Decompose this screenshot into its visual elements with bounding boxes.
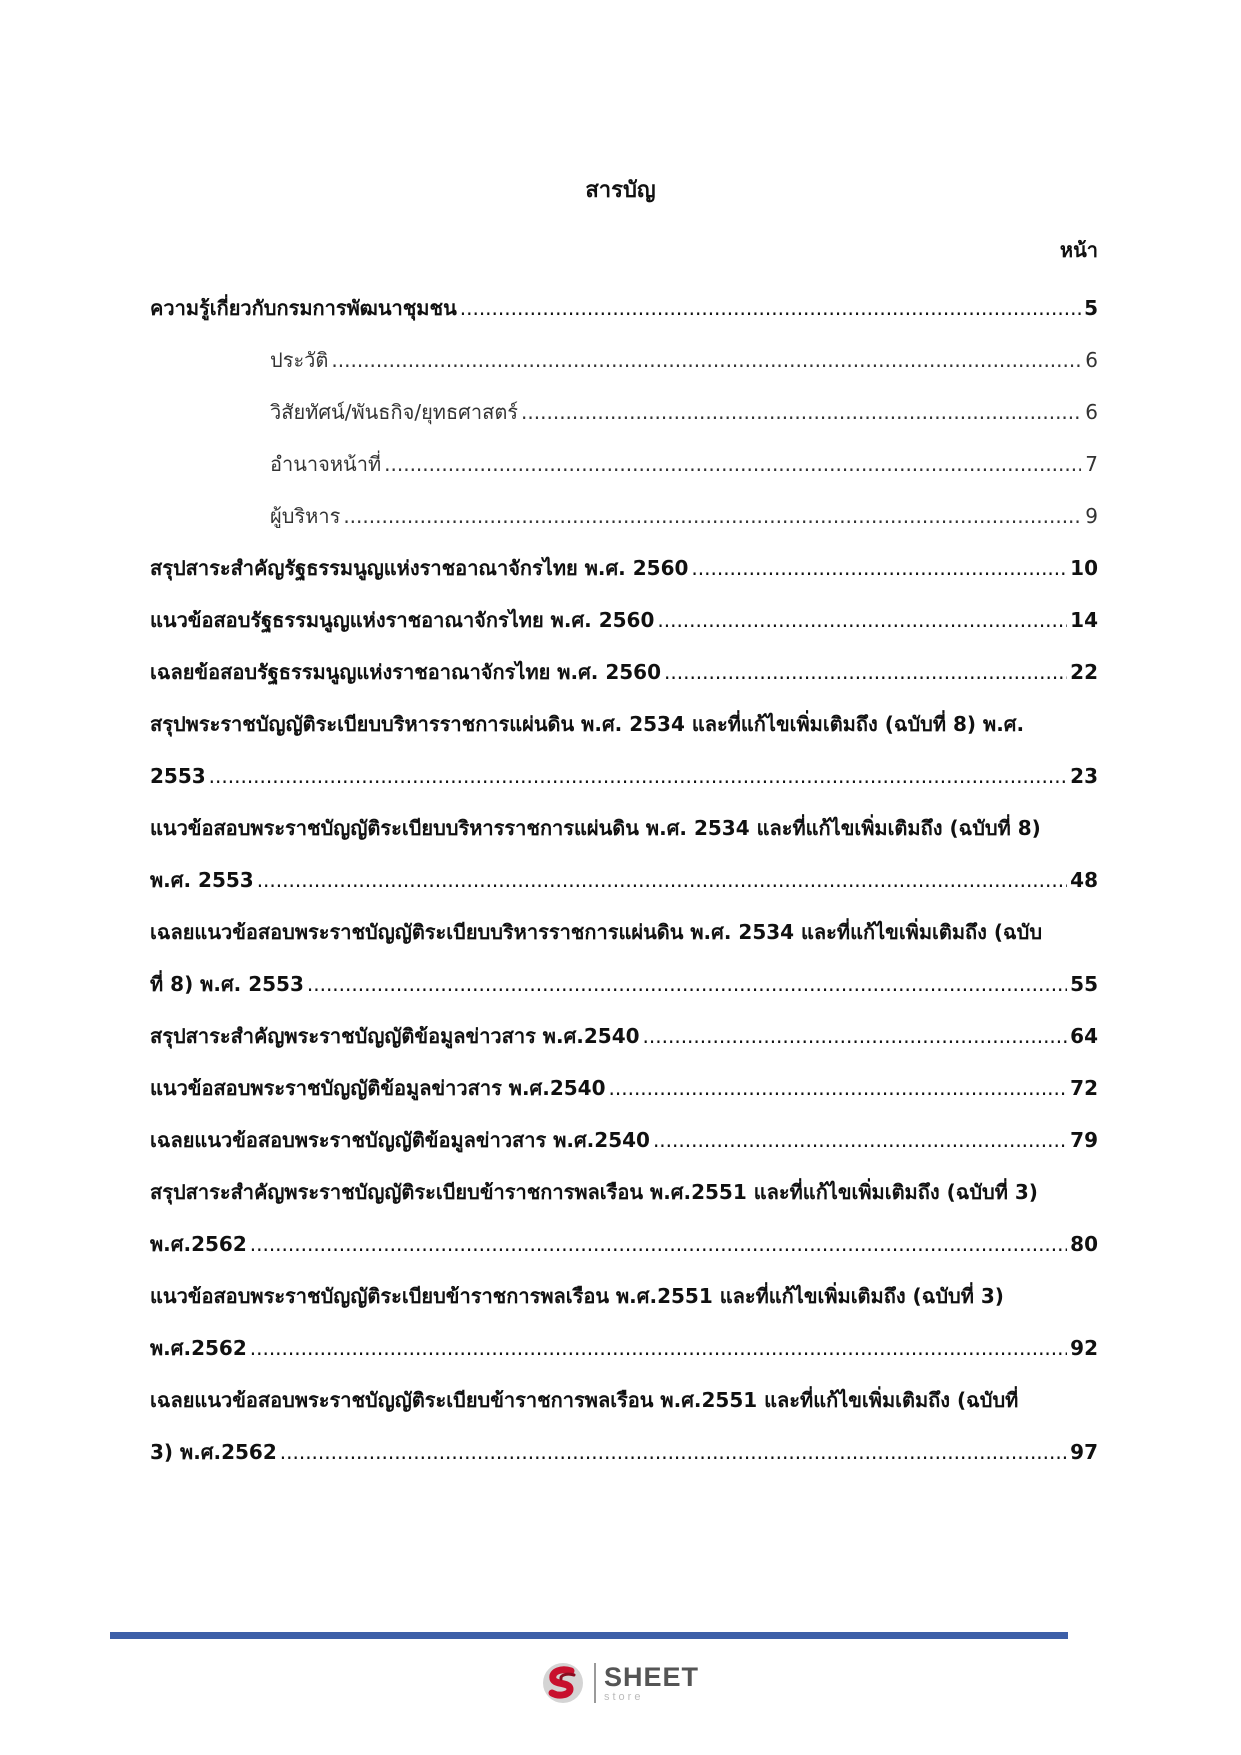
toc-page-number: 10 (1070, 556, 1098, 580)
logo-separator (594, 1663, 596, 1703)
toc-entry-title: เฉลยแนวข้อสอบพระราชบัญญัติข้อมูลข่าวสาร พ.ศ.2540 (150, 1128, 650, 1152)
toc-page-number: 6 (1085, 348, 1098, 372)
toc-subentry[interactable] (150, 386, 1098, 438)
toc-entry-title: ที่ 8) พ.ศ. 2553 (150, 972, 304, 996)
toc-entry-title: สรุปพระราชบัญญัติระเบียบบริหารราชการแผ่นดิน พ.ศ. 2534 และที่แก้ไขเพิ่มเติมถึง (ฉบับที่ 8) พ.ศ. (150, 712, 1025, 736)
toc-entry-line (150, 802, 1098, 854)
logo-subword: store (604, 1690, 644, 1703)
toc-entry[interactable] (150, 1374, 1098, 1478)
toc-entry[interactable] (150, 646, 1098, 698)
page-column-label: หน้า (1059, 238, 1098, 262)
footer-logo (540, 1658, 699, 1708)
toc-page-number: 48 (1070, 868, 1098, 892)
toc-entry-line (150, 906, 1098, 958)
toc-page-number: 9 (1085, 504, 1098, 528)
toc-page-number: 79 (1070, 1128, 1098, 1152)
toc-entry-title: เฉลยข้อสอบรัฐธรรมนูญแห่งราชอาณาจักรไทย พ.ศ. 2560 (150, 660, 662, 684)
toc-entry-line (150, 1218, 1098, 1270)
dot-leader (343, 490, 1081, 542)
toc-entry-line (150, 282, 1098, 334)
toc-entry-title: ความรู้เกี่ยวกับกรมการพัฒนาชุมชน (150, 296, 457, 320)
toc-entry[interactable] (150, 282, 1098, 334)
toc-page-number: 7 (1085, 452, 1098, 476)
toc-subentry[interactable] (150, 438, 1098, 490)
toc-entry-line (150, 854, 1098, 906)
dot-leader (307, 958, 1067, 1010)
toc-entry-line (150, 542, 1098, 594)
toc-entry-line (150, 334, 1098, 386)
toc-page-number: 72 (1070, 1076, 1098, 1100)
toc-title: สารบัญ (585, 178, 656, 203)
dot-leader (384, 438, 1081, 490)
toc-entry-title: แนวข้อสอบพระราชบัญญัติระเบียบบริหารราชการแผ่นดิน พ.ศ. 2534 และที่แก้ไขเพิ่มเติมถึง (ฉบับที่ 8) (150, 816, 1041, 840)
toc-entry-title: พ.ศ.2562 (150, 1232, 247, 1256)
toc-page-number: 64 (1070, 1024, 1098, 1048)
toc-subentry[interactable] (150, 490, 1098, 542)
toc-entry-line (150, 438, 1098, 490)
toc-entry[interactable] (150, 594, 1098, 646)
toc-entry-title: สรุปสาระสำคัญพระราชบัญญัติข้อมูลข่าวสาร พ.ศ.2540 (150, 1024, 640, 1048)
toc-entry-line (150, 1270, 1098, 1322)
toc-entry[interactable] (150, 1166, 1098, 1270)
dot-leader (460, 282, 1081, 334)
toc-entry-line (150, 490, 1098, 542)
toc-entry[interactable] (150, 906, 1098, 1010)
toc-entry-title: สรุปสาระสำคัญรัฐธรรมนูญแห่งราชอาณาจักรไทย พ.ศ. 2560 (150, 556, 689, 580)
logo-wordmark: SHEET (604, 1661, 700, 1692)
dot-leader (280, 1426, 1067, 1478)
toc-entry[interactable] (150, 1010, 1098, 1062)
toc-page-number: 92 (1070, 1336, 1098, 1360)
footer-rule (110, 1632, 1068, 1639)
toc-entry-title: เฉลยแนวข้อสอบพระราชบัญญัติระเบียบบริหารราชการแผ่นดิน พ.ศ. 2534 และที่แก้ไขเพิ่มเติมถึง (ฉบับ (150, 920, 1043, 944)
toc-entry-title: เฉลยแนวข้อสอบพระราชบัญญัติระเบียบข้าราชการพลเรือน พ.ศ.2551 และที่แก้ไขเพิ่มเติมถึง (ฉบับที่ (150, 1388, 1019, 1412)
toc-entry-title: พ.ศ.2562 (150, 1336, 247, 1360)
toc-page-number: 6 (1085, 400, 1098, 424)
toc-page-number: 80 (1070, 1232, 1098, 1256)
toc-page-number: 5 (1084, 296, 1098, 320)
toc-entry-line (150, 1114, 1098, 1166)
toc-entry[interactable] (150, 542, 1098, 594)
toc-entry-title: แนวข้อสอบพระราชบัญญัติข้อมูลข่าวสาร พ.ศ.2540 (150, 1076, 606, 1100)
toc-entry[interactable] (150, 802, 1098, 906)
dot-leader (664, 646, 1067, 698)
toc-entry-line (150, 698, 1098, 750)
dot-leader (331, 334, 1081, 386)
toc-entry-line (150, 1166, 1098, 1218)
toc-entry-line (150, 1426, 1098, 1478)
table-of-contents (150, 282, 1098, 1478)
dot-leader (691, 542, 1067, 594)
dot-leader (209, 750, 1067, 802)
dot-leader (257, 854, 1067, 906)
toc-page-number: 14 (1070, 608, 1098, 632)
toc-entry[interactable] (150, 1062, 1098, 1114)
toc-entry-title: วิสัยทัศน์/พันธกิจ/ยุทธศาสตร์ (270, 400, 519, 424)
toc-entry[interactable] (150, 1114, 1098, 1166)
sheetstore-s-logo-icon (540, 1660, 586, 1706)
toc-entry-title: สรุปสาระสำคัญพระราชบัญญัติระเบียบข้าราชการพลเรือน พ.ศ.2551 และที่แก้ไขเพิ่มเติมถึง (ฉบับที่ 3) (150, 1180, 1038, 1204)
dot-leader (609, 1062, 1068, 1114)
toc-entry-line (150, 958, 1098, 1010)
toc-page-number: 55 (1070, 972, 1098, 996)
toc-entry-line (150, 750, 1098, 802)
toc-entry-title: 3) พ.ศ.2562 (150, 1440, 277, 1464)
dot-leader (250, 1218, 1067, 1270)
toc-entry-title: พ.ศ. 2553 (150, 868, 254, 892)
toc-page-number: 22 (1070, 660, 1098, 684)
dot-leader (653, 1114, 1067, 1166)
dot-leader (250, 1322, 1067, 1374)
dot-leader (657, 594, 1067, 646)
toc-subentry[interactable] (150, 334, 1098, 386)
dot-leader (521, 386, 1081, 438)
toc-entry[interactable] (150, 1270, 1098, 1374)
dot-leader (643, 1010, 1068, 1062)
toc-entry-title: ผู้บริหาร (270, 504, 341, 528)
toc-entry-line (150, 386, 1098, 438)
toc-entry-line (150, 646, 1098, 698)
toc-entry[interactable] (150, 698, 1098, 802)
toc-entry-line (150, 594, 1098, 646)
toc-entry-title: อำนาจหน้าที่ (270, 452, 382, 476)
toc-entry-title: ประวัติ (270, 348, 329, 372)
toc-entry-title: แนวข้อสอบพระราชบัญญัติระเบียบข้าราชการพลเรือน พ.ศ.2551 และที่แก้ไขเพิ่มเติมถึง (ฉบับที่ 3) (150, 1284, 1004, 1308)
toc-entry-title: แนวข้อสอบรัฐธรรมนูญแห่งราชอาณาจักรไทย พ.ศ. 2560 (150, 608, 655, 632)
toc-entry-line (150, 1062, 1098, 1114)
toc-entry-line (150, 1374, 1098, 1426)
toc-entry-line (150, 1322, 1098, 1374)
toc-entry-line (150, 1010, 1098, 1062)
toc-page-number: 97 (1070, 1440, 1098, 1464)
toc-entry-title: 2553 (150, 764, 206, 788)
toc-page-number: 23 (1070, 764, 1098, 788)
